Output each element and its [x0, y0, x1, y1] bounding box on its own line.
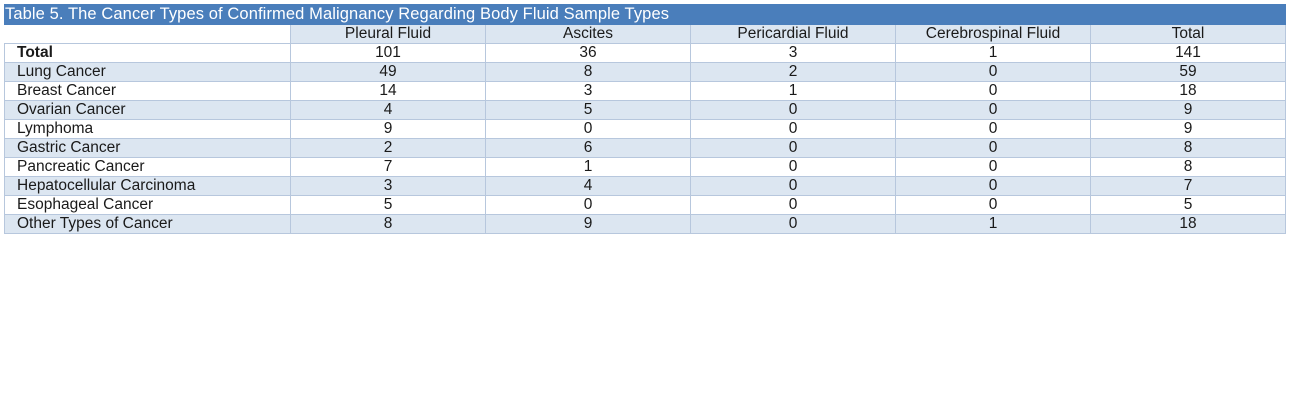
row-label: Lung Cancer	[5, 63, 291, 82]
cell-total: 18	[1091, 82, 1286, 101]
table-row	[5, 139, 1286, 158]
cell-total: 59	[1091, 63, 1286, 82]
cell-pericardial-fluid: 0	[691, 101, 896, 120]
cell-pleural-fluid: 4	[291, 101, 486, 120]
cell-ascites: 0	[486, 196, 691, 215]
cell-pericardial-fluid: 3	[691, 44, 896, 63]
cell-cerebrospinal-fluid: 1	[896, 44, 1091, 63]
row-label: Ovarian Cancer	[5, 101, 291, 120]
cell-pleural-fluid: 3	[291, 177, 486, 196]
cell-total: 9	[1091, 120, 1286, 139]
cell-pleural-fluid: 14	[291, 82, 486, 101]
cell-pleural-fluid: 7	[291, 158, 486, 177]
cell-cerebrospinal-fluid: 0	[896, 158, 1091, 177]
cell-pleural-fluid: 2	[291, 139, 486, 158]
cell-pericardial-fluid: 0	[691, 215, 896, 234]
row-label: Lymphoma	[5, 120, 291, 139]
row-label: Other Types of Cancer	[5, 215, 291, 234]
cell-total: 9	[1091, 101, 1286, 120]
cell-cerebrospinal-fluid: 0	[896, 139, 1091, 158]
table-caption: Table 5. The Cancer Types of Confirmed Malignancy Regarding Body Fluid Sample Types	[5, 5, 1286, 25]
cell-ascites: 4	[486, 177, 691, 196]
cell-pericardial-fluid: 0	[691, 120, 896, 139]
cell-pericardial-fluid: 2	[691, 63, 896, 82]
cell-total: 8	[1091, 158, 1286, 177]
table-row	[5, 44, 1286, 63]
cell-ascites: 3	[486, 82, 691, 101]
cell-ascites: 8	[486, 63, 691, 82]
cell-ascites: 1	[486, 158, 691, 177]
cell-ascites: 36	[486, 44, 691, 63]
cell-pericardial-fluid: 0	[691, 177, 896, 196]
column-header-total: Total	[1091, 25, 1286, 44]
column-header-pericardial-fluid: Pericardial Fluid	[691, 25, 896, 44]
cell-total: 5	[1091, 196, 1286, 215]
table-caption-row	[5, 5, 1286, 25]
cell-cerebrospinal-fluid: 0	[896, 177, 1091, 196]
cell-pericardial-fluid: 0	[691, 158, 896, 177]
cancer-types-table	[4, 4, 1286, 234]
cell-ascites: 6	[486, 139, 691, 158]
cell-pleural-fluid: 49	[291, 63, 486, 82]
row-label: Pancreatic Cancer	[5, 158, 291, 177]
cell-pleural-fluid: 8	[291, 215, 486, 234]
table-row	[5, 63, 1286, 82]
cell-pleural-fluid: 5	[291, 196, 486, 215]
cell-cerebrospinal-fluid: 0	[896, 82, 1091, 101]
cell-cerebrospinal-fluid: 1	[896, 215, 1091, 234]
column-header-pleural-fluid: Pleural Fluid	[291, 25, 486, 44]
cell-pleural-fluid: 9	[291, 120, 486, 139]
column-header-ascites: Ascites	[486, 25, 691, 44]
cell-total: 18	[1091, 215, 1286, 234]
cell-total: 141	[1091, 44, 1286, 63]
row-label: Esophageal Cancer	[5, 196, 291, 215]
column-header-blank	[5, 25, 291, 44]
cell-pericardial-fluid: 1	[691, 82, 896, 101]
table-row	[5, 215, 1286, 234]
row-label: Hepatocellular Carcinoma	[5, 177, 291, 196]
cell-pericardial-fluid: 0	[691, 196, 896, 215]
cell-total: 7	[1091, 177, 1286, 196]
row-label: Total	[5, 44, 291, 63]
cell-ascites: 0	[486, 120, 691, 139]
cell-cerebrospinal-fluid: 0	[896, 63, 1091, 82]
cell-ascites: 5	[486, 101, 691, 120]
cell-pleural-fluid: 101	[291, 44, 486, 63]
cell-ascites: 9	[486, 215, 691, 234]
table-row	[5, 82, 1286, 101]
table-row	[5, 196, 1286, 215]
table-container	[4, 4, 1285, 234]
cell-cerebrospinal-fluid: 0	[896, 101, 1091, 120]
row-label: Breast Cancer	[5, 82, 291, 101]
cell-cerebrospinal-fluid: 0	[896, 120, 1091, 139]
table-row	[5, 177, 1286, 196]
table-row	[5, 158, 1286, 177]
cell-pericardial-fluid: 0	[691, 139, 896, 158]
table-row	[5, 101, 1286, 120]
column-header-cerebrospinal-fluid: Cerebrospinal Fluid	[896, 25, 1091, 44]
row-label: Gastric Cancer	[5, 139, 291, 158]
table-row	[5, 120, 1286, 139]
cell-cerebrospinal-fluid: 0	[896, 196, 1091, 215]
cell-total: 8	[1091, 139, 1286, 158]
table-header-row	[5, 25, 1286, 44]
